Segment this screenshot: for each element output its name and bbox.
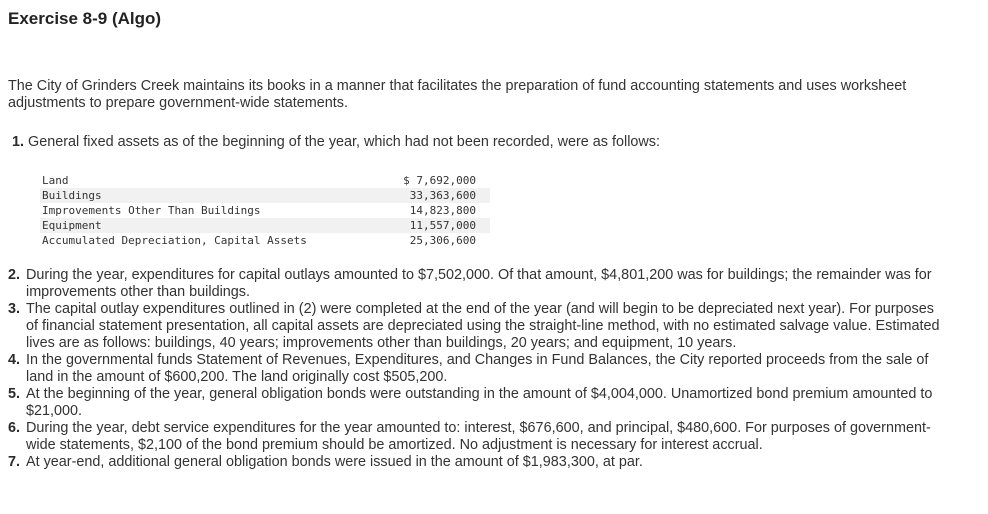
- asset-amount: 25,306,600: [409, 234, 476, 247]
- list-item-3: [8, 301, 948, 352]
- list-item-4: [8, 352, 948, 386]
- table-row: [40, 203, 490, 218]
- asset-label: Improvements Other Than Buildings: [42, 204, 261, 217]
- item-text: General fixed assets as of the beginning of the year, which had not been recorded, were as follows:: [28, 134, 660, 150]
- exercise-title: Exercise 8-9 (Algo): [8, 9, 162, 28]
- asset-amount: 11,557,000: [378, 218, 490, 233]
- asset-label: Equipment: [40, 218, 378, 233]
- item-number: 3.: [8, 301, 21, 317]
- list-item-1: [12, 134, 660, 151]
- table-row: [40, 188, 490, 203]
- item-text: At year-end, additional general obligation bonds were issued in the amount of $1,983,300, at par.: [26, 454, 643, 470]
- item-number: 1.: [12, 134, 25, 150]
- item-number: 7.: [8, 454, 21, 470]
- asset-label: Buildings: [40, 188, 378, 203]
- item-number: 2.: [8, 267, 21, 283]
- asset-amount: 33,363,600: [378, 188, 490, 203]
- asset-label: Accumulated Depreciation, Capital Assets: [42, 234, 307, 247]
- list-item-6: [8, 420, 948, 454]
- table-row: [40, 233, 490, 248]
- table-row: [40, 173, 490, 188]
- table-row: [40, 218, 490, 233]
- item-text: In the governmental funds Statement of Revenues, Expenditures, and Changes in Fund Balances, the City reported proceeds from the sale of land in the amount of $600,200. The land originally cost $505,200.: [26, 352, 929, 385]
- item-text: During the year, debt service expenditures for the year amounted to: interest, $676,600, and principal, $480,600. For purposes of government-wide statements, $2,100 of the bond premium should be amortized. No adjustment is necessary for interest accrual.: [26, 420, 931, 453]
- item-text: The capital outlay expenditures outlined in (2) were completed at the end of the year (and will begin to be depreciated next year). For purposes of financial statement presentation, all capital assets are depreciated using the straight-line method, with no estimated salvage value. Estimated lives are as follows: buildings, 40 years; improvements other than buildings, 20 years; and equipment, 10 years.: [26, 301, 940, 351]
- exercise-items-list: [8, 267, 948, 471]
- item-number: 4.: [8, 352, 21, 368]
- list-item-5: [8, 386, 948, 420]
- item-text: During the year, expenditures for capital outlays amounted to $7,502,000. Of that amount, $4,801,200 was for buildings; the remainder was for improvements other than buildings.: [26, 267, 932, 300]
- list-item-2: [8, 267, 948, 301]
- asset-amount: 14,823,800: [409, 204, 476, 217]
- item-number: 5.: [8, 386, 21, 402]
- intro-paragraph: The City of Grinders Creek maintains its books in a manner that facilitates the preparation of fund accounting statements and uses worksheet adjustments to prepare government-wide statements.: [8, 78, 907, 111]
- item-number: 6.: [8, 420, 21, 436]
- list-item-7: [8, 454, 948, 471]
- item-text: At the beginning of the year, general obligation bonds were outstanding in the amount of $4,004,000. Unamortized bond premium amounted to $21,000.: [26, 386, 933, 419]
- fixed-assets-table: [40, 173, 490, 248]
- asset-amount: $ 7,692,000: [403, 174, 476, 187]
- asset-label: Land: [42, 174, 69, 187]
